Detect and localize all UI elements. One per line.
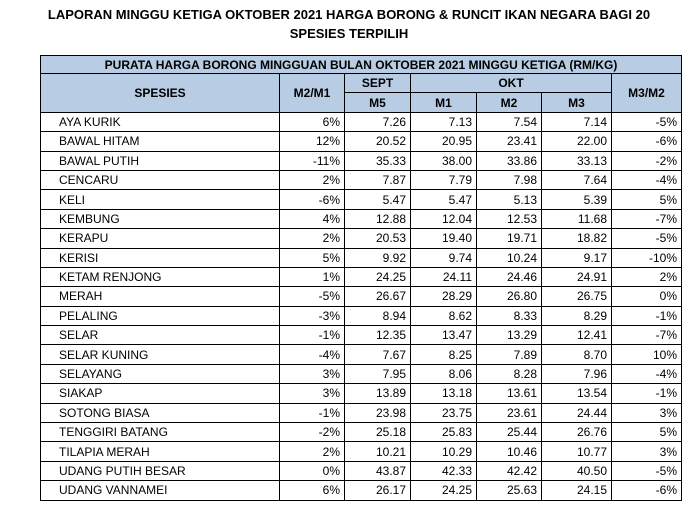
cell-m3: 9.17 (542, 248, 612, 267)
header-okt: OKT (411, 74, 612, 93)
table-row (41, 364, 682, 383)
cell-m2: 10.46 (477, 442, 542, 461)
cell-m2m1: 5% (280, 248, 345, 267)
cell-m5: 23.98 (345, 403, 411, 422)
cell-m3: 24.15 (542, 481, 612, 500)
cell-m2: 13.29 (477, 326, 542, 345)
table-row (41, 287, 682, 306)
cell-m2m1: -2% (280, 423, 345, 442)
cell-species: TILAPIA MERAH (41, 442, 280, 461)
cell-m2m1: 2% (280, 170, 345, 189)
cell-m3m2: -5% (612, 461, 682, 480)
table-row (41, 132, 682, 151)
report-title (0, 5, 698, 43)
header-m1: M1 (411, 93, 477, 112)
cell-m2m1: -1% (280, 326, 345, 345)
cell-m5: 7.87 (345, 170, 411, 189)
table-row (41, 384, 682, 403)
table-row (41, 267, 682, 286)
header-m2m1: M2/M1 (280, 74, 345, 113)
cell-m1: 7.13 (411, 112, 477, 131)
cell-m3: 7.96 (542, 364, 612, 383)
cell-m2m1: 3% (280, 384, 345, 403)
cell-m1: 12.04 (411, 209, 477, 228)
cell-m1: 7.79 (411, 170, 477, 189)
cell-m5: 7.26 (345, 112, 411, 131)
cell-m3m2: -1% (612, 384, 682, 403)
cell-m1: 13.18 (411, 384, 477, 403)
cell-m5: 7.67 (345, 345, 411, 364)
cell-m2m1: -11% (280, 151, 345, 170)
cell-m3: 24.44 (542, 403, 612, 422)
cell-m3m2: -10% (612, 248, 682, 267)
cell-m3m2: -6% (612, 132, 682, 151)
table-row (41, 112, 682, 131)
cell-species: PELALING (41, 306, 280, 325)
cell-m2: 25.63 (477, 481, 542, 500)
cell-species: SELAR KUNING (41, 345, 280, 364)
cell-m3m2: 5% (612, 190, 682, 209)
header-sept: SEPT (345, 74, 411, 93)
cell-m3: 7.64 (542, 170, 612, 189)
table-row (41, 345, 682, 364)
cell-m3m2: -6% (612, 481, 682, 500)
cell-species: KERAPU (41, 229, 280, 248)
cell-m5: 7.95 (345, 364, 411, 383)
cell-m2m1: 2% (280, 229, 345, 248)
cell-m3: 13.54 (542, 384, 612, 403)
cell-m2m1: 2% (280, 442, 345, 461)
cell-m5: 13.89 (345, 384, 411, 403)
cell-m3: 24.91 (542, 267, 612, 286)
cell-m2m1: -3% (280, 306, 345, 325)
cell-m1: 25.83 (411, 423, 477, 442)
cell-m2: 42.42 (477, 461, 542, 480)
cell-m3m2: -7% (612, 209, 682, 228)
cell-m2: 10.24 (477, 248, 542, 267)
cell-m3: 22.00 (542, 132, 612, 151)
table-row (41, 306, 682, 325)
cell-m2: 13.61 (477, 384, 542, 403)
cell-species: KEMBUNG (41, 209, 280, 228)
cell-m2m1: -4% (280, 345, 345, 364)
cell-species: TENGGIRI BATANG (41, 423, 280, 442)
cell-m2m1: 6% (280, 112, 345, 131)
cell-m3m2: -4% (612, 364, 682, 383)
cell-m2: 24.46 (477, 267, 542, 286)
cell-m2m1: 0% (280, 461, 345, 480)
cell-m1: 19.40 (411, 229, 477, 248)
cell-m1: 24.25 (411, 481, 477, 500)
cell-m2: 7.89 (477, 345, 542, 364)
cell-m3m2: -5% (612, 229, 682, 248)
cell-m3: 8.70 (542, 345, 612, 364)
cell-m2: 7.54 (477, 112, 542, 131)
cell-m5: 26.17 (345, 481, 411, 500)
cell-m5: 12.88 (345, 209, 411, 228)
cell-m2: 25.44 (477, 423, 542, 442)
cell-m3m2: 2% (612, 267, 682, 286)
cell-m2m1: -5% (280, 287, 345, 306)
cell-m2: 26.80 (477, 287, 542, 306)
cell-m1: 24.11 (411, 267, 477, 286)
cell-m5: 10.21 (345, 442, 411, 461)
table-row (41, 190, 682, 209)
cell-m3: 26.75 (542, 287, 612, 306)
cell-m2: 23.61 (477, 403, 542, 422)
cell-m5: 20.52 (345, 132, 411, 151)
cell-m1: 8.06 (411, 364, 477, 383)
cell-m3: 11.68 (542, 209, 612, 228)
cell-species: SELAR (41, 326, 280, 345)
cell-m1: 20.95 (411, 132, 477, 151)
cell-m3: 33.13 (542, 151, 612, 170)
cell-m1: 8.25 (411, 345, 477, 364)
table-row (41, 151, 682, 170)
cell-m2: 23.41 (477, 132, 542, 151)
cell-m5: 8.94 (345, 306, 411, 325)
table-caption: PURATA HARGA BORONG MINGGUAN BULAN OKTOBER 2021 MINGGU KETIGA (RM/KG) (41, 56, 682, 74)
cell-m2m1: -1% (280, 403, 345, 422)
cell-m2: 33.86 (477, 151, 542, 170)
cell-species: SELAYANG (41, 364, 280, 383)
cell-m1: 10.29 (411, 442, 477, 461)
cell-species: KELI (41, 190, 280, 209)
cell-m3m2: 0% (612, 287, 682, 306)
cell-m3m2: -7% (612, 326, 682, 345)
cell-m2m1: 6% (280, 481, 345, 500)
cell-m3m2: -5% (612, 112, 682, 131)
table-row (41, 423, 682, 442)
cell-species: AYA KURIK (41, 112, 280, 131)
cell-m3: 26.76 (542, 423, 612, 442)
cell-m5: 26.67 (345, 287, 411, 306)
cell-species: SIAKAP (41, 384, 280, 403)
cell-m1: 23.75 (411, 403, 477, 422)
cell-m3: 10.77 (542, 442, 612, 461)
cell-m2: 5.13 (477, 190, 542, 209)
cell-m3m2: -1% (612, 306, 682, 325)
header-m3m2: M3/M2 (612, 74, 682, 113)
table-row (41, 248, 682, 267)
table-row (41, 170, 682, 189)
price-table (40, 55, 682, 501)
cell-m2: 19.71 (477, 229, 542, 248)
cell-m1: 8.62 (411, 306, 477, 325)
table-row (41, 403, 682, 422)
cell-species: KETAM RENJONG (41, 267, 280, 286)
header-m5: M5 (345, 93, 411, 112)
cell-species: CENCARU (41, 170, 280, 189)
cell-m5: 20.53 (345, 229, 411, 248)
cell-m1: 9.74 (411, 248, 477, 267)
cell-m2: 12.53 (477, 209, 542, 228)
table-row (41, 229, 682, 248)
title-line-1: LAPORAN MINGGU KETIGA OKTOBER 2021 HARGA BORONG & RUNCIT IKAN NEGARA BAGI 20 (47, 7, 651, 22)
cell-species: UDANG PUTIH BESAR (41, 461, 280, 480)
cell-m2m1: -6% (280, 190, 345, 209)
cell-m1: 5.47 (411, 190, 477, 209)
table-row (41, 481, 682, 500)
header-m2: M2 (477, 93, 542, 112)
cell-m2m1: 4% (280, 209, 345, 228)
cell-m3m2: 3% (612, 403, 682, 422)
cell-m3m2: 10% (612, 345, 682, 364)
cell-m5: 43.87 (345, 461, 411, 480)
cell-m3: 8.29 (542, 306, 612, 325)
header-m3: M3 (542, 93, 612, 112)
cell-m1: 28.29 (411, 287, 477, 306)
cell-m2m1: 1% (280, 267, 345, 286)
cell-m3m2: 5% (612, 423, 682, 442)
title-line-2: SPESIES TERPILIH (289, 26, 409, 41)
cell-m3: 18.82 (542, 229, 612, 248)
cell-m3: 40.50 (542, 461, 612, 480)
table-row (41, 461, 682, 480)
cell-m2: 7.98 (477, 170, 542, 189)
cell-m2: 8.33 (477, 306, 542, 325)
cell-m5: 24.25 (345, 267, 411, 286)
cell-m5: 35.33 (345, 151, 411, 170)
cell-m3m2: 3% (612, 442, 682, 461)
cell-species: BAWAL PUTIH (41, 151, 280, 170)
cell-m5: 25.18 (345, 423, 411, 442)
table-row (41, 209, 682, 228)
cell-species: KERISI (41, 248, 280, 267)
cell-species: BAWAL HITAM (41, 132, 280, 151)
cell-m1: 38.00 (411, 151, 477, 170)
cell-m3: 7.14 (542, 112, 612, 131)
cell-species: SOTONG BIASA (41, 403, 280, 422)
cell-m2m1: 3% (280, 364, 345, 383)
cell-m5: 9.92 (345, 248, 411, 267)
header-spesies: SPESIES (41, 74, 280, 113)
cell-species: MERAH (41, 287, 280, 306)
cell-m3: 5.39 (542, 190, 612, 209)
cell-species: UDANG VANNAMEI (41, 481, 280, 500)
cell-m1: 13.47 (411, 326, 477, 345)
cell-m5: 5.47 (345, 190, 411, 209)
table-row (41, 442, 682, 461)
cell-m3m2: -4% (612, 170, 682, 189)
cell-m3: 12.41 (542, 326, 612, 345)
table-row (41, 326, 682, 345)
cell-m5: 12.35 (345, 326, 411, 345)
cell-m2: 8.28 (477, 364, 542, 383)
cell-m2m1: 12% (280, 132, 345, 151)
cell-m3m2: -2% (612, 151, 682, 170)
cell-m1: 42.33 (411, 461, 477, 480)
